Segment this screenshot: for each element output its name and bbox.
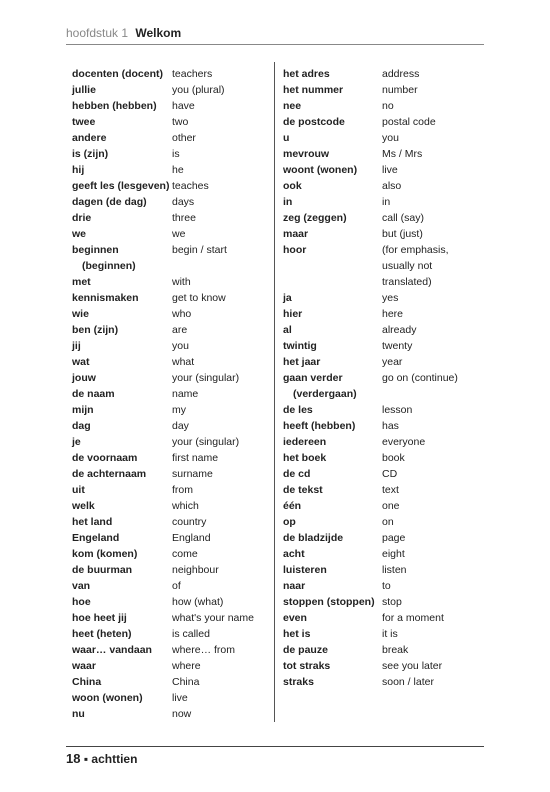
vocab-row [283, 322, 493, 338]
vocab-row [72, 466, 268, 482]
dutch-term: maar [283, 228, 309, 240]
footer-rule [66, 746, 484, 747]
english-translation: he [172, 164, 184, 176]
vocab-row [72, 482, 268, 498]
english-translation: surname [172, 468, 213, 480]
dutch-term: mijn [72, 404, 94, 416]
vocab-row [283, 338, 493, 354]
english-translation: no [382, 100, 394, 112]
english-translation: also [382, 180, 402, 192]
english-translation: you [172, 340, 189, 352]
dutch-term: ben (zijn) [72, 324, 119, 336]
english-translation: to [382, 580, 391, 592]
english-translation: teachers [172, 68, 213, 80]
english-translation: text [382, 484, 399, 496]
vocab-row [72, 562, 268, 578]
dutch-term: de les [283, 404, 313, 416]
dutch-term: het nummer [283, 84, 344, 96]
dutch-term: heeft (hebben) [283, 420, 356, 432]
vocab-row [283, 306, 493, 322]
vocab-row [283, 498, 493, 514]
vocab-row [72, 386, 268, 402]
vocab-row [72, 610, 268, 626]
dutch-term: andere [72, 132, 107, 144]
english-translation: here [382, 308, 404, 320]
dutch-term: gaan verder [283, 372, 343, 384]
dutch-term: kom (komen) [72, 548, 138, 560]
dutch-term: op [283, 516, 296, 528]
vocab-row [283, 514, 493, 530]
english-translation: address [382, 68, 420, 80]
english-translation: year [382, 356, 403, 368]
dutch-term: ook [283, 180, 302, 192]
vocab-row [283, 146, 493, 162]
dutch-term: de cd [283, 468, 311, 480]
vocab-row [72, 242, 268, 258]
vocab-row [72, 642, 268, 658]
dutch-term: het jaar [283, 356, 321, 368]
dutch-term: twintig [283, 340, 317, 352]
dutch-term: het adres [283, 68, 330, 80]
vocab-row [283, 642, 493, 658]
english-translation: number [382, 84, 418, 96]
dutch-term [283, 274, 382, 290]
dutch-term: waar [72, 660, 96, 672]
dutch-term: van [72, 580, 91, 592]
dutch-term: de voornaam [72, 452, 138, 464]
vocab-row [72, 82, 268, 98]
english-translation: China [172, 676, 200, 688]
chapter-label: hoofdstuk 1 [66, 26, 129, 40]
english-translation [392, 386, 493, 402]
vocab-row [72, 706, 268, 722]
vocab-row [283, 546, 493, 562]
dutch-term: straks [283, 676, 314, 688]
dutch-term: nu [72, 708, 85, 720]
vocab-row [72, 98, 268, 114]
vocab-row [72, 498, 268, 514]
vocab-row [283, 418, 493, 434]
english-translation: you [382, 132, 399, 144]
vocab-row [72, 418, 268, 434]
vocab-row [283, 594, 493, 610]
vocab-row [283, 658, 493, 674]
dutch-term: nee [283, 100, 302, 112]
dutch-term: met [72, 276, 91, 288]
dutch-term: hoe heet jij [72, 612, 127, 624]
vocab-row [72, 594, 268, 610]
vocab-column-right [283, 66, 493, 690]
english-translation: live [172, 692, 188, 704]
dutch-term: hoe [72, 596, 91, 608]
dutch-term: we [72, 228, 87, 240]
english-translation: call (say) [382, 212, 425, 224]
dutch-term: kennismaken [72, 292, 139, 304]
vocab-row [72, 146, 268, 162]
dutch-term: hoor [283, 244, 307, 256]
vocab-row [72, 530, 268, 546]
dutch-term: je [72, 436, 81, 448]
english-translation: two [172, 116, 189, 128]
english-translation: book [382, 452, 405, 464]
english-translation: we [172, 228, 186, 240]
vocab-row [72, 322, 268, 338]
dutch-term: welk [72, 500, 95, 512]
english-translation: is [172, 148, 180, 160]
english-translation: neighbour [172, 564, 219, 576]
english-translation: days [172, 196, 195, 208]
vocab-row [283, 162, 493, 178]
english-translation: begin / start [172, 244, 227, 256]
vocab-column-left [72, 66, 268, 722]
dutch-term: (beginnen) [82, 260, 136, 272]
vocab-row [72, 178, 268, 194]
dutch-term: beginnen [72, 244, 119, 256]
vocab-row [72, 450, 268, 466]
english-translation: on [382, 516, 394, 528]
vocab-row [283, 562, 493, 578]
vocab-row [283, 482, 493, 498]
dutch-term: tot straks [283, 660, 331, 672]
english-translation: break [382, 644, 409, 656]
vocab-row [283, 194, 493, 210]
vocab-row [283, 258, 493, 274]
english-translation: are [172, 324, 188, 336]
vocab-row [72, 258, 268, 274]
english-translation: my [172, 404, 186, 416]
english-translation: which [172, 500, 199, 512]
vocab-row [72, 354, 268, 370]
vocab-row [72, 546, 268, 562]
vocab-row [283, 626, 493, 642]
english-translation: have [172, 100, 195, 112]
english-translation: where [172, 660, 201, 672]
vocab-row [72, 674, 268, 690]
english-translation: (for emphasis, [382, 244, 449, 256]
vocab-row [72, 402, 268, 418]
english-translation: from [172, 484, 193, 496]
vocab-row [283, 354, 493, 370]
english-translation: what's your name [172, 612, 254, 624]
vocab-row [283, 130, 493, 146]
vocab-row [72, 226, 268, 242]
dutch-term: hier [283, 308, 303, 320]
dutch-term: heet (heten) [72, 628, 132, 640]
english-translation: lesson [382, 404, 413, 416]
english-translation: but (just) [382, 228, 423, 240]
running-header [66, 26, 181, 40]
dutch-term: al [283, 324, 292, 336]
vocab-row [72, 306, 268, 322]
vocab-row [283, 530, 493, 546]
dutch-term: hebben (hebben) [72, 100, 157, 112]
english-translation: is called [172, 628, 210, 640]
english-translation: for a moment [382, 612, 444, 624]
english-translation: translated) [382, 276, 432, 288]
vocab-row [72, 626, 268, 642]
english-translation: listen [382, 564, 407, 576]
vocab-row [283, 98, 493, 114]
dutch-term: woont (wonen) [283, 164, 358, 176]
page-number-word: achttien [91, 752, 138, 766]
english-translation: it is [382, 628, 398, 640]
english-translation: postal code [382, 116, 436, 128]
english-translation: three [172, 212, 196, 224]
page-footer [66, 751, 137, 766]
dutch-term: acht [283, 548, 305, 560]
dutch-term: de tekst [283, 484, 323, 496]
dutch-term: één [283, 500, 302, 512]
dutch-term: uit [72, 484, 85, 496]
dutch-term [283, 258, 382, 274]
vocab-row [72, 114, 268, 130]
vocab-row [283, 82, 493, 98]
english-translation: now [172, 708, 192, 720]
vocab-row [72, 210, 268, 226]
vocab-row [283, 210, 493, 226]
english-translation: soon / later [382, 676, 434, 688]
dutch-term: Engeland [72, 532, 120, 544]
dutch-term: naar [283, 580, 306, 592]
vocab-row [72, 290, 268, 306]
english-translation: country [172, 516, 207, 528]
dutch-term: in [283, 196, 293, 208]
english-translation: come [172, 548, 198, 560]
english-translation: stop [382, 596, 402, 608]
english-translation: go on (continue) [382, 372, 458, 384]
dutch-term: (verdergaan) [293, 388, 357, 400]
vocab-row [72, 66, 268, 82]
dutch-term: dag [72, 420, 91, 432]
page-number: 18 [66, 751, 81, 766]
english-translation: how (what) [172, 596, 224, 608]
dutch-term: de achternaam [72, 468, 147, 480]
vocab-row [283, 290, 493, 306]
english-translation: page [382, 532, 406, 544]
dutch-term: twee [72, 116, 96, 128]
vocab-row [283, 450, 493, 466]
vocab-row [72, 338, 268, 354]
english-translation: in [382, 196, 391, 208]
vocab-row [72, 130, 268, 146]
dutch-term: mevrouw [283, 148, 330, 160]
vocab-row [72, 162, 268, 178]
english-translation: with [172, 276, 191, 288]
english-translation: live [382, 164, 398, 176]
dutch-term: is (zijn) [72, 148, 109, 160]
header-rule [66, 44, 484, 45]
dutch-term: de postcode [283, 116, 345, 128]
vocab-row [283, 578, 493, 594]
dutch-term: wie [72, 308, 89, 320]
dutch-term: jij [72, 340, 81, 352]
english-translation: yes [382, 292, 399, 304]
vocab-row [72, 578, 268, 594]
dutch-term: het is [283, 628, 311, 640]
dutch-term: jouw [72, 372, 96, 384]
english-translation: already [382, 324, 417, 336]
dutch-term: luisteren [283, 564, 327, 576]
dutch-term: dagen (de dag) [72, 196, 147, 208]
vocab-row [283, 402, 493, 418]
vocab-row [72, 690, 268, 706]
english-translation: teaches [172, 180, 209, 192]
dutch-term: woon (wonen) [72, 692, 143, 704]
dutch-term: de pauze [283, 644, 328, 656]
english-translation: day [172, 420, 189, 432]
dutch-term: de naam [72, 388, 115, 400]
vocab-row [72, 434, 268, 450]
english-translation: where… from [172, 644, 236, 656]
dutch-term: waar… vandaan [72, 644, 152, 656]
dutch-term: even [283, 612, 307, 624]
vocab-row [283, 610, 493, 626]
vocab-row [283, 242, 493, 258]
dutch-term: China [72, 676, 102, 688]
english-translation: your (singular) [172, 372, 240, 384]
vocab-row [283, 434, 493, 450]
english-translation: get to know [172, 292, 226, 304]
vocab-row [283, 226, 493, 242]
vocab-row [283, 274, 493, 290]
english-translation: has [382, 420, 399, 432]
vocab-row [283, 114, 493, 130]
english-translation: see you later [382, 660, 443, 672]
english-translation: England [172, 532, 211, 544]
english-translation: who [172, 308, 192, 320]
vocab-row [283, 466, 493, 482]
english-translation: what [172, 356, 195, 368]
english-translation [182, 258, 268, 274]
english-translation: you (plural) [172, 84, 225, 96]
english-translation: usually not [382, 260, 433, 272]
vocab-row [283, 178, 493, 194]
dutch-term: stoppen (stoppen) [283, 596, 375, 608]
dutch-term: de bladzijde [283, 532, 344, 544]
dutch-term: wat [72, 356, 90, 368]
vocab-row [283, 370, 493, 386]
english-translation: your (singular) [172, 436, 240, 448]
footer-bullet: ▪ [83, 752, 89, 766]
dutch-term: jullie [72, 84, 96, 96]
dutch-term: geeft les (lesgeven) [72, 180, 170, 192]
column-divider [274, 62, 275, 722]
vocab-row [72, 194, 268, 210]
english-translation: eight [382, 548, 405, 560]
english-translation: one [382, 500, 400, 512]
dutch-term: iedereen [283, 436, 327, 448]
english-translation: other [172, 132, 196, 144]
dutch-term: zeg (zeggen) [283, 212, 347, 224]
english-translation: Ms / Mrs [382, 148, 423, 160]
vocab-row [72, 370, 268, 386]
english-translation: CD [382, 468, 398, 480]
dutch-term: het land [72, 516, 113, 528]
dutch-term: hij [72, 164, 85, 176]
vocab-row [72, 658, 268, 674]
english-translation: everyone [382, 436, 426, 448]
dutch-term: het boek [283, 452, 327, 464]
english-translation: twenty [382, 340, 413, 352]
vocab-row [72, 274, 268, 290]
dutch-term: ja [283, 292, 292, 304]
chapter-title: Welkom [135, 26, 182, 40]
english-translation: of [172, 580, 181, 592]
dutch-term: drie [72, 212, 92, 224]
vocab-row [283, 674, 493, 690]
dutch-term: u [283, 132, 290, 144]
vocab-row [72, 514, 268, 530]
vocab-row [283, 66, 493, 82]
dutch-term: de buurman [72, 564, 133, 576]
vocab-row [283, 386, 493, 402]
english-translation: name [172, 388, 199, 400]
english-translation: first name [172, 452, 219, 464]
dutch-term: docenten (docent) [72, 68, 163, 80]
